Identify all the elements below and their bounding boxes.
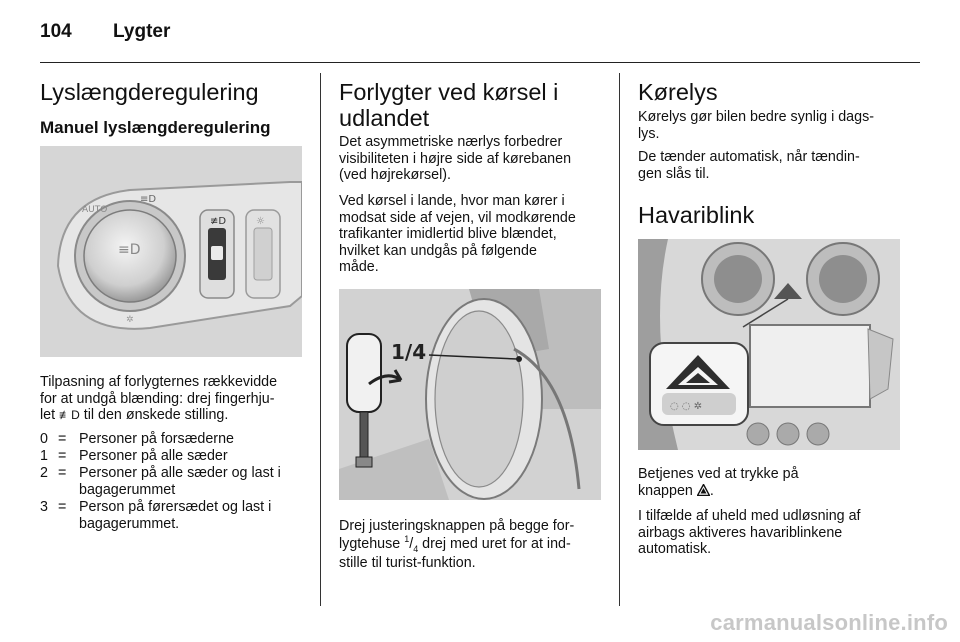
headlight-range-paragraph (40, 374, 308, 424)
paragraph-line: måde. (339, 259, 379, 276)
paragraph-line: trafikanter imidlertid blive blændet, (339, 226, 557, 243)
paragraph-line: Det asymmetriske nærlys forbedrer (339, 134, 563, 150)
list-item-equals: = (58, 448, 67, 464)
paragraph-line: Kørelys gør bilen bedre synlig i dags- (638, 109, 874, 125)
paragraph-line: Tilpasning af forlygternes rækkevidde (40, 374, 278, 390)
paragraph-line: . (709, 482, 714, 499)
watermark: carmanualsonline.info (710, 610, 948, 635)
list-item-number: 2 (40, 465, 48, 481)
subsection-title-manuel: Manuel lyslængderegulering (40, 118, 271, 137)
paragraph-line: knappen (638, 482, 697, 499)
svg-text:☼: ☼ (256, 216, 265, 227)
paragraph-line: (ved højrekørsel). (339, 167, 452, 184)
hazard-dashboard-illustration (638, 239, 900, 450)
paragraph-line: let (40, 407, 60, 424)
hazard-button-image (638, 239, 900, 450)
list-item-line: Person på førersædet og last i (79, 499, 272, 515)
asymmetric-paragraph (339, 134, 609, 184)
list-item-line: Personer på alle sæder og last i (79, 465, 281, 481)
svg-text:≡D: ≡D (118, 242, 141, 258)
list-item-text (79, 465, 307, 498)
paragraph-line: til den ønskede stilling. (79, 407, 229, 424)
title-line: Forlygter ved kørsel i (339, 79, 559, 105)
list-item-number: 1 (40, 448, 48, 464)
auto-on-paragraph (638, 149, 908, 182)
headlamp-adjustment-image (339, 289, 601, 500)
header-rule (40, 62, 920, 63)
adjustment-caption (339, 517, 611, 572)
list-item-line: bagagerummet. (79, 515, 180, 532)
list-item-number: 3 (40, 499, 48, 515)
paragraph-line: Betjenes ved at trykke på (638, 466, 799, 482)
svg-text:≢D: ≢D (210, 216, 227, 227)
svg-text:✲: ✲ (126, 315, 134, 325)
hazard-button-paragraph (638, 466, 908, 499)
paragraph-line: airbags aktiveres havariblinkene (638, 524, 843, 541)
list-item-number: 0 (40, 431, 48, 447)
adjustment-quarter-label: 1/4 (391, 340, 427, 364)
section-title-lyslaengde: Lyslængderegulering (40, 79, 259, 105)
page-number: 104 (40, 21, 72, 42)
foreign-driving-paragraph (339, 193, 609, 276)
section-title-havariblink: Havariblink (638, 202, 755, 228)
paragraph-line: hvilket kan undgås på følgende (339, 242, 537, 259)
paragraph-line: De tænder automatisk, når tændin- (638, 149, 860, 165)
paragraph-line: for at undgå blænding: drej fingerhju- (40, 390, 275, 407)
fraction-denominator: 4 (413, 544, 419, 555)
chapter-title: Lygter (113, 21, 171, 42)
caption-line: lygtehuse (339, 536, 405, 553)
list-item-text: Personer på alle sæder (79, 448, 228, 464)
paragraph-line: automatisk. (638, 541, 712, 558)
paragraph-line: Ved kørsel i lande, hvor man kører i (339, 193, 565, 209)
list-item-text (79, 499, 307, 532)
headlight-range-icon: ≢D (59, 408, 80, 423)
list-item-equals: = (58, 499, 67, 515)
hazard-warning-icon (697, 483, 710, 499)
fraction-slash: / (409, 536, 414, 553)
paragraph-line: modsat side af vejen, vil modkørende (339, 209, 576, 226)
headlight-switch-illustration (40, 146, 302, 357)
caption-line: stille til turist-funktion. (339, 554, 476, 571)
section-title-korelys: Kørelys (638, 79, 718, 105)
paragraph-line: I tilfælde af uheld med udløsning af (638, 508, 861, 524)
list-item-equals: = (58, 465, 67, 481)
title-line: udlandet (339, 105, 430, 131)
paragraph-line: visibiliteten i højre side af kørebanen (339, 150, 572, 167)
list-item-text: Personer på forsæderne (79, 431, 234, 447)
list-item-equals: = (58, 431, 67, 447)
section-title-forlygter (339, 79, 558, 131)
column-divider-1 (320, 73, 321, 606)
caption-line: drej med uret for at ind- (418, 536, 571, 553)
paragraph-line: lys. (638, 125, 660, 142)
daytime-lights-paragraph (638, 109, 908, 142)
paragraph-line: gen slås til. (638, 165, 710, 182)
airbag-hazard-paragraph (638, 508, 908, 558)
caption-line: Drej justeringsknappen på begge for- (339, 518, 575, 534)
svg-text:◌ ◌ ✲: ◌ ◌ ✲ (670, 401, 703, 412)
headlight-switch-image (40, 146, 302, 357)
column-divider-2 (619, 73, 620, 606)
list-item-line: bagagerummet (79, 481, 176, 498)
headlamp-adjustment-illustration (339, 289, 601, 500)
svg-text:AUTO: AUTO (82, 205, 108, 215)
svg-text:≡D: ≡D (140, 194, 157, 205)
fraction-numerator: 1 (404, 534, 410, 545)
